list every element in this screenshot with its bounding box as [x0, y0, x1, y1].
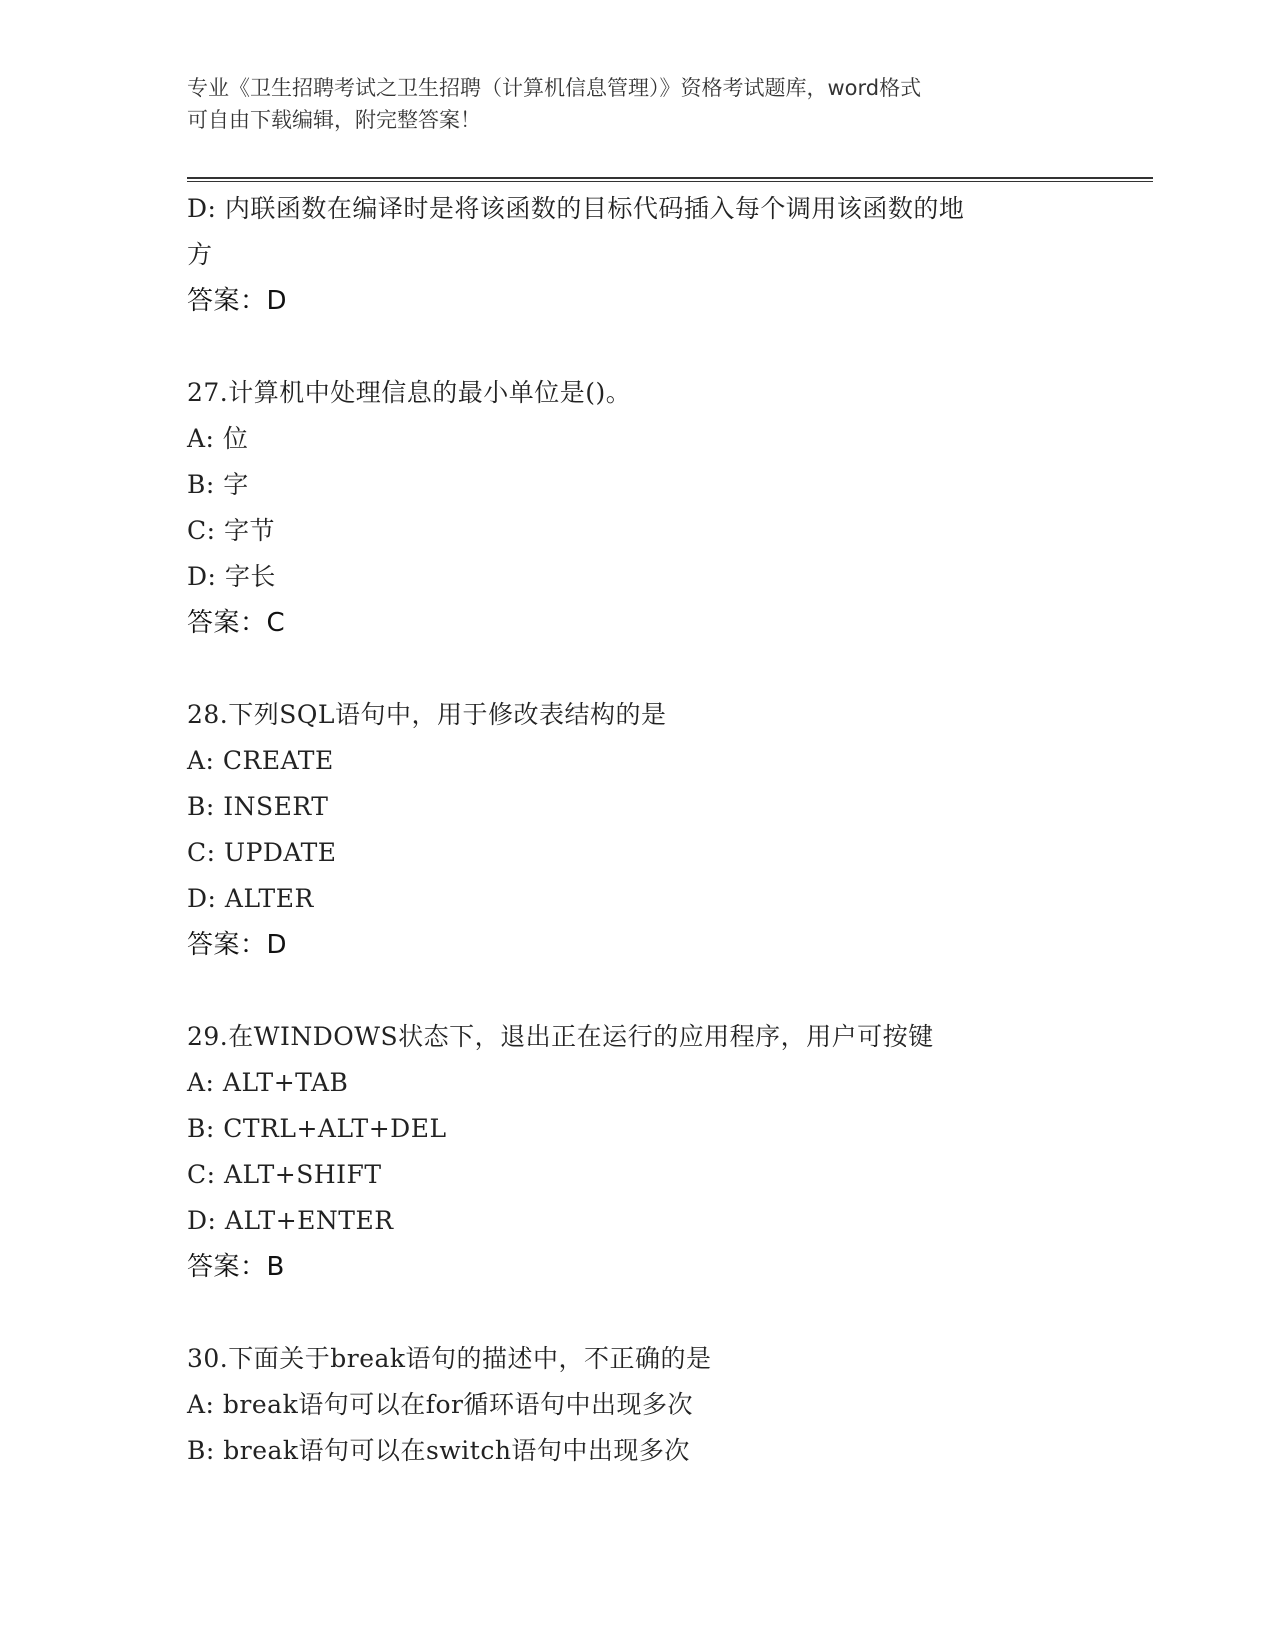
header-line-2: 可自由下载编辑，附完整答案！: [187, 108, 481, 132]
option-d: D: 内联函数在编译时是将该函数的目标代码插入每个调用该函数的地: [187, 194, 965, 223]
option-c: C: ALT+SHIFT: [187, 1160, 382, 1189]
answer-line: 答案：B: [187, 1252, 285, 1282]
header-divider-thin: [187, 181, 1153, 182]
option-a: A: 位: [187, 424, 249, 453]
question-stem: 27.计算机中处理信息的最小单位是()。: [187, 378, 632, 407]
question-stem: 29.在WINDOWS状态下，退出正在运行的应用程序，用户可按键: [187, 1022, 934, 1051]
answer-line: 答案：C: [187, 608, 286, 638]
spacer: [187, 968, 1087, 1014]
spacer: [187, 324, 1087, 370]
option-d: D: 字长: [187, 562, 276, 591]
question-28: [187, 692, 1087, 968]
answer-line: 答案：D: [187, 930, 288, 960]
spacer: [187, 1290, 1087, 1336]
spacer: [187, 646, 1087, 692]
question-29: [187, 1014, 1087, 1290]
option-b: B: break语句可以在switch语句中出现多次: [187, 1436, 690, 1465]
header-line-1: 专业《卫生招聘考试之卫生招聘（计算机信息管理）》资格考试题库，word格式: [187, 76, 922, 100]
question-stem: 28.下列SQL语句中，用于修改表结构的是: [187, 700, 667, 729]
option-a: A: CREATE: [187, 746, 334, 775]
option-b: B: CTRL+ALT+DEL: [187, 1114, 447, 1143]
previous-question-tail: [187, 186, 1087, 324]
option-b: B: INSERT: [187, 792, 329, 821]
option-c: C: 字节: [187, 516, 275, 545]
option-c: C: UPDATE: [187, 838, 337, 867]
question-27: [187, 370, 1087, 646]
option-d-continuation: 方: [187, 240, 213, 269]
option-d: D: ALTER: [187, 884, 314, 913]
question-body: [187, 186, 1087, 1474]
header-divider-thick: [187, 177, 1153, 179]
question-30: [187, 1336, 1087, 1474]
option-d: D: ALT+ENTER: [187, 1206, 394, 1235]
option-b: B: 字: [187, 470, 249, 499]
option-a: A: ALT+TAB: [187, 1068, 349, 1097]
question-stem: 30.下面关于break语句的描述中，不正确的是: [187, 1344, 712, 1373]
answer-line: 答案：D: [187, 286, 288, 316]
option-a: A: break语句可以在for循环语句中出现多次: [187, 1390, 693, 1419]
document-header: [187, 72, 1087, 136]
